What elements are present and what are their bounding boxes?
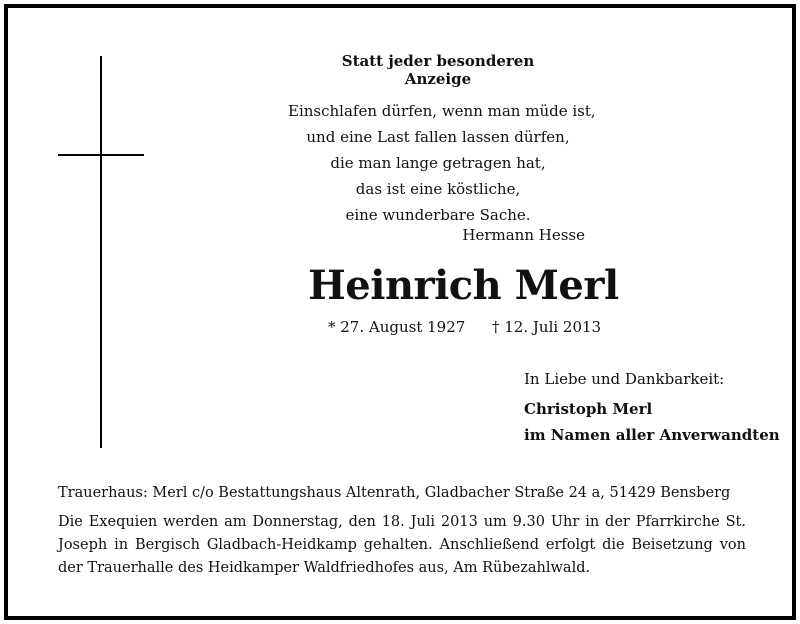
poem-line: Einschlafen dürfen, wenn man müde ist, — [288, 102, 596, 120]
notice-heading: Statt jeder besonderen Anzeige — [341, 52, 535, 88]
poem-line: und eine Last fallen lassen dürfen, — [306, 128, 570, 146]
death-date: † 12. Juli 2013 — [492, 318, 602, 336]
cross-icon — [100, 56, 102, 448]
deceased-name: Heinrich Merl — [308, 262, 619, 309]
poem-line: das ist eine köstliche, — [355, 180, 521, 198]
cross-icon-crossbar — [58, 154, 144, 156]
signers — [524, 396, 780, 448]
signer-relation: im Namen aller Anverwandten — [524, 426, 780, 444]
thanks-line: In Liebe und Dankbarkeit: — [524, 370, 725, 388]
signer-name: Christoph Merl — [524, 400, 653, 418]
mourning-house-address: Trauerhaus: Merl c/o Bestattungshaus Altenrath, Gladbacher Straße 24 a, 51429 Bensberg — [58, 485, 731, 501]
obituary-notice — [4, 4, 796, 620]
birth-date: * 27. August 1927 — [328, 318, 466, 336]
poem-author: Hermann Hesse — [462, 226, 585, 244]
poem-line: die man lange getragen hat, — [330, 154, 546, 172]
poem — [288, 98, 596, 228]
funeral-info: Die Exequien werden am Donnerstag, den 18. Juli 2013 um 9.30 Uhr in der Pfarrkirche St. Joseph in Bergisch Gladbach-Heidkamp gehalten. Anschließend erfolgt die Beisetzung von der Trauerhalle des Heidkamper Waldfriedhofes aus, Am Rübezahlwald. — [58, 514, 746, 576]
poem-line: eine wunderbare Sache. — [345, 206, 531, 224]
notice-footer — [58, 482, 746, 580]
